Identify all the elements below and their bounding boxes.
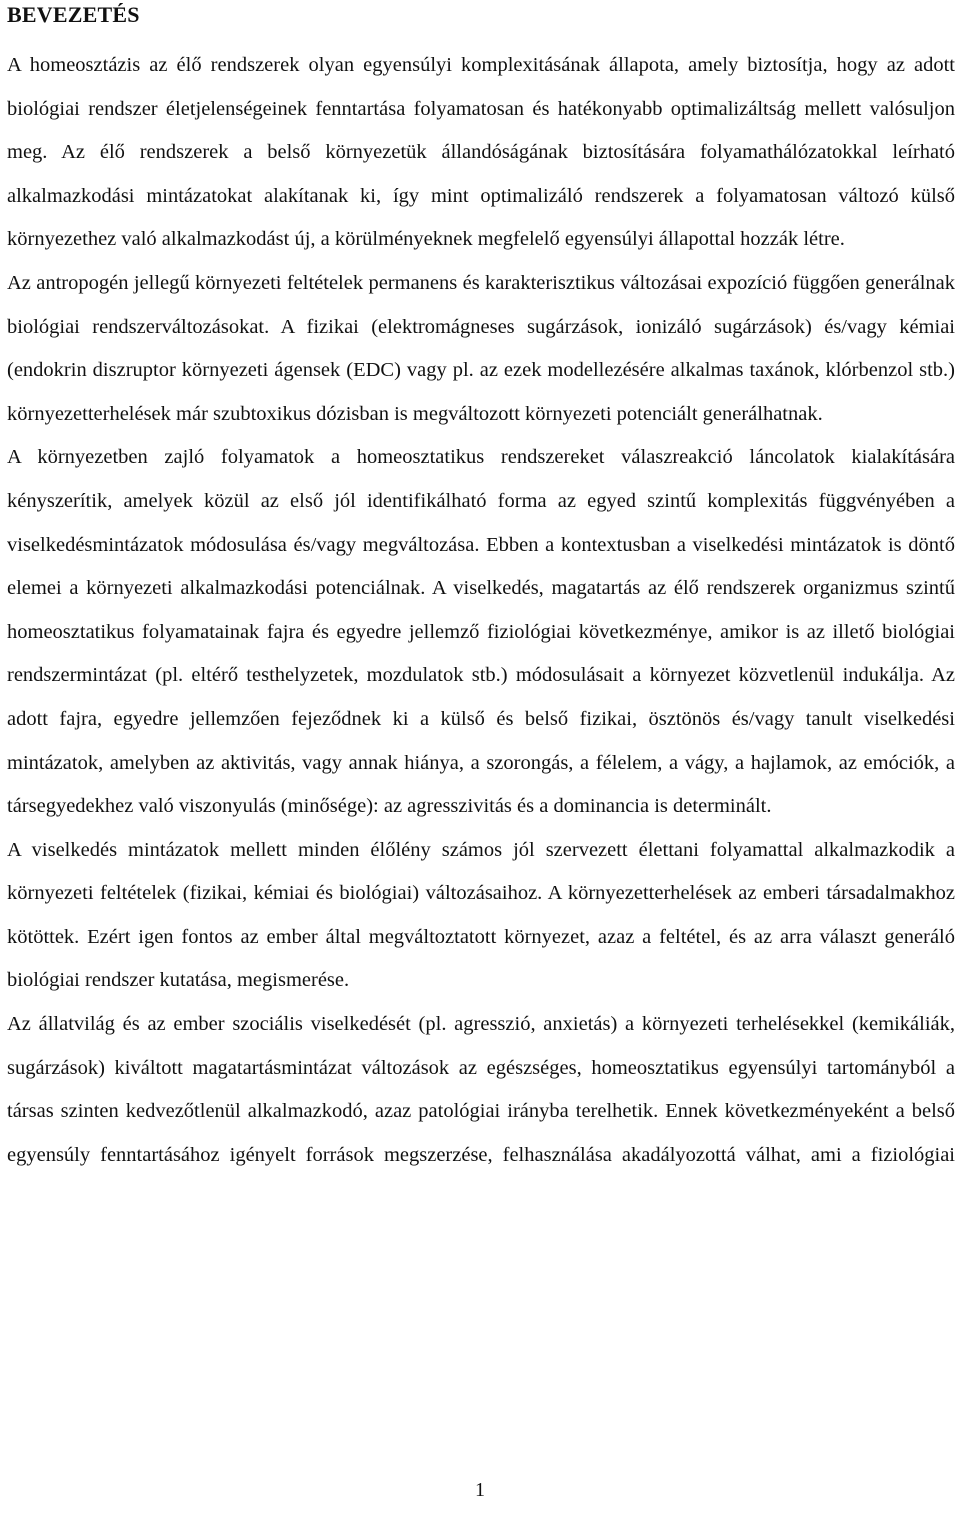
body-text: [7, 44, 955, 1177]
document-page: [7, 0, 955, 1177]
paragraph-5: Az állatvilág és az ember szociális viselkedését (pl. agresszió, anxietás) a környezeti terhelésekkel (kemikáliák, sugárzások) kiváltott magatartásmintázat változások az egészséges, homeosztatikus egyensúlyi tartományból a társas szinten kedvezőtlenül alkalmazkodó, azaz patológiai irányba terelhetik. Ennek következményeként a belső egyensúly fenntartásához igényelt források megszerzése, felhasználása akadályozottá válhat, ami a fiziológiai: [7, 1013, 955, 1166]
paragraph-1: A homeosztázis az élő rendszerek olyan egyensúlyi komplexitásának állapota, amely biztosítja, hogy az adott biológiai rendszer életjelenségeinek fenntartása folyamatosan és hatékonyabb optimalizáltság mellett valósuljon meg. Az élő rendszerek a belső környezetük állandóságának biztosítására folyamathálózatokkal leírható alkalmazkodási mintázatokat alakítanak ki, így mint optimalizáló rendszerek a folyamatosan változó külső környezethez való alkalmazkodást új, a körülményeknek megfelelő egyensúlyi állapottal hozzák létre.: [7, 54, 955, 251]
page-number: 1: [475, 1479, 485, 1501]
section-heading: BEVEZETÉS: [7, 2, 140, 27]
paragraph-4: A viselkedés mintázatok mellett minden élőlény számos jól szervezett élettani folyamattal alkalmazkodik a környezeti feltételek (fizikai, kémiai és biológiai) változásaihoz. A környezetterhelések az emberi társadalmakhoz kötöttek. Ezért igen fontos az ember által megváltoztatott környezet, azaz a feltétel, és az arra választ generáló biológiai rendszer kutatása, megismerése.: [7, 838, 955, 992]
paragraph-3: A környezetben zajló folyamatok a homeosztatikus rendszereket válaszreakció láncolatok kialakítására kényszerítik, amelyek közül az első jól identifikálható forma az egyed szintű komplexitás függvényében a viselkedésmintázatok módosulása és/vagy megváltozása. Ebben a kontextusban a viselkedési mintázatok is döntő elemei a környezeti alkalmazkodási potenciálnak. A viselkedés, magatartás az élő rendszerek organizmus szintű homeosztatikus folyamatainak fajra és egyedre jellemző fiziológiai következménye, amikor is az illető biológiai rendszermintázat (pl. eltérő testhelyzetek, mozdulatok stb.) módosulásait a környezet közvetlenül indukálja. Az adott fajra, egyedre jellemzően fejeződnek ki a külső és belső fizikai, ösztönös és/vagy tanult viselkedési mintázatok, amelyben az aktivitás, vagy annak hiánya, a szorongás, a félelem, a vágy, a hajlamok, az emóciók, a társegyedekhez való viszonyulás (minősége): az agresszivitás és a dominancia is determinált.: [7, 446, 955, 818]
paragraph-2: Az antropogén jellegű környezeti feltételek permanens és karakterisztikus változásai expozíció függően generálnak biológiai rendszerváltozásokat. A fizikai (elektromágneses sugárzások, ionizáló sugárzások) és/vagy kémiai (endokrin diszruptor környezeti ágensek (EDC) vagy pl. az ezek modellezésére alkalmas taxánok, klórbenzol stb.) környezetterhelések már szubtoxikus dózisban is megváltozott környezeti potenciált generálhatnak.: [7, 271, 955, 425]
